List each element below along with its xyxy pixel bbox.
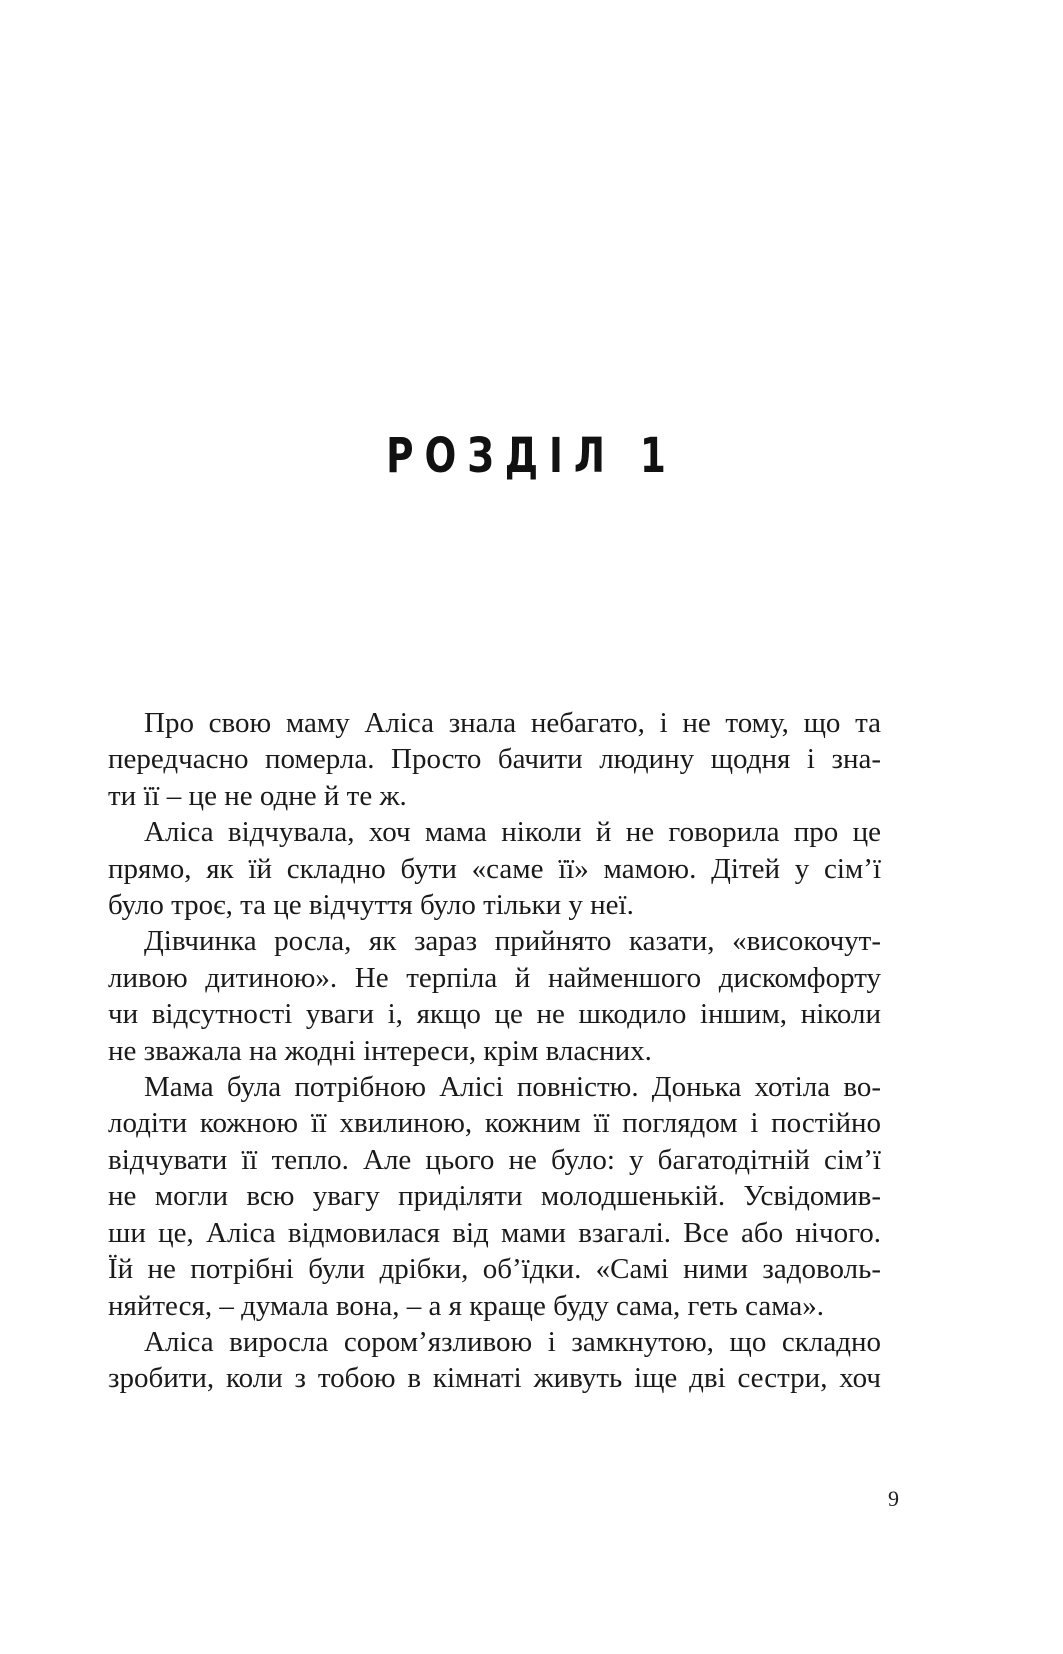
text-line: прямо, як їй складно бути «саме її» мамою. Дітей у сім’ї [108, 852, 881, 885]
text-line: відчувати її тепло. Але цього не було: у багатодітній сім’ї [108, 1143, 881, 1176]
text-line: Мама була потрібною Алісі повністю. Донька хотіла во- [144, 1071, 881, 1104]
text-line: Про свою маму Аліса знала небагато, і не тому, що та [144, 707, 881, 739]
body-text [108, 705, 881, 1397]
text-line: Їй не потрібні були дрібки, об’їдки. «Самі ними задоволь- [108, 1253, 881, 1286]
text-line: лодіти кожною її хвилиною, кожним її поглядом і постійно [108, 1107, 881, 1140]
text-line: зробити, коли з тобою в кімнаті живуть іще дві сестри, хоч [108, 1362, 881, 1395]
text-line: ти її – це не одне й те ж. [108, 779, 407, 812]
text-line: чи відсутності уваги і, якщо це не шкодило іншим, ніколи [108, 998, 881, 1031]
text-line: Дівчинка росла, як зараз прийнято казати, «високочут- [144, 925, 881, 958]
text-line: ши це, Аліса відмовилася від мами взагалі. Все або нічого. [108, 1216, 881, 1249]
text-line: Аліса виросла сором’язливою і замкнутою, що складно [144, 1325, 881, 1358]
text-line: не могли всю увагу приділяти молодшенькій. Усвідомив- [108, 1180, 881, 1213]
text-line: було троє, та це відчуття було тільки у неї. [108, 889, 634, 922]
text-line: не зважала на жодні інтереси, крім власних. [108, 1034, 652, 1067]
text-line: Аліса відчувала, хоч мама ніколи й не говорила про це [144, 816, 881, 849]
text-line: няйтеся, – думала вона, – а я краще буду сама, геть сама». [108, 1289, 824, 1322]
text-line: ливою дитиною». Не терпіла й найменшого дискомфорту [108, 961, 881, 994]
text-line: передчасно померла. Просто бачити людину щодня і зна- [108, 743, 881, 776]
chapter-title: РОЗДІЛ 1 [386, 428, 677, 484]
page-number: 9 [888, 1486, 899, 1511]
